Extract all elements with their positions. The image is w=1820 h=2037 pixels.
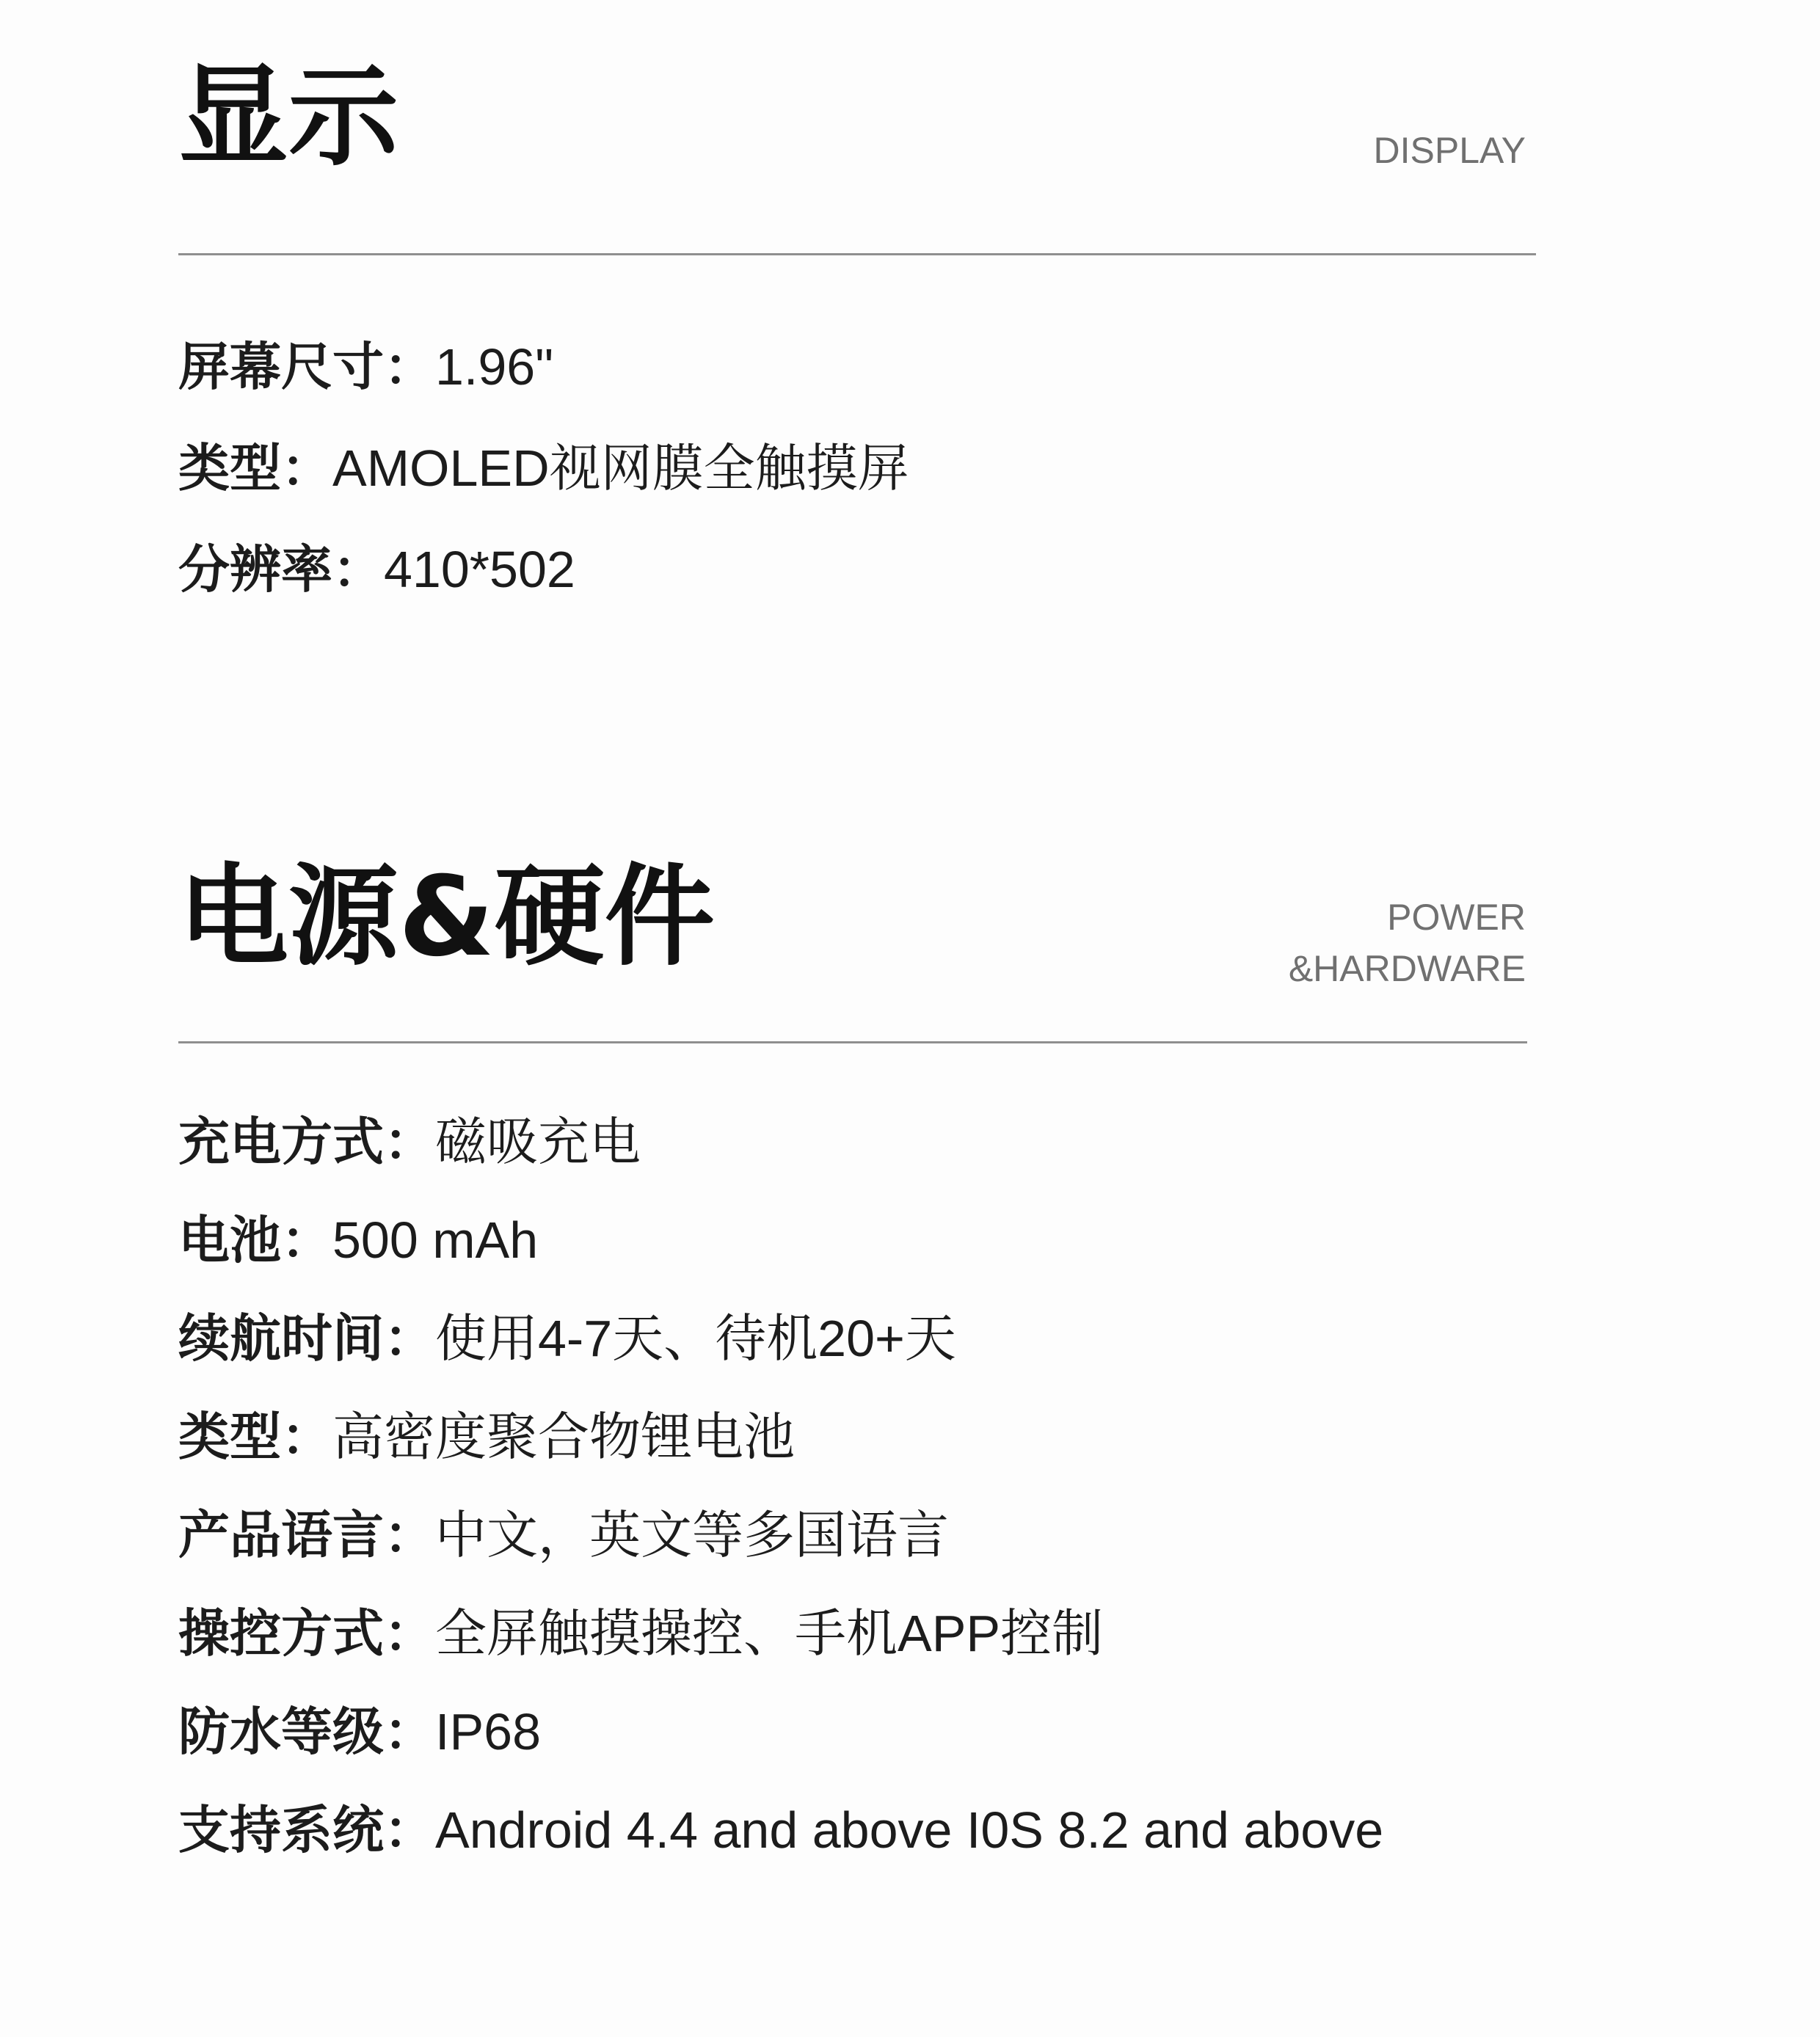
power-divider: [178, 1041, 1527, 1043]
display-spec-list: [178, 337, 909, 645]
power-spec-list: [178, 1112, 1384, 1903]
display-section-subtitle: [1374, 125, 1526, 176]
spec-label: 防水等级：: [178, 1702, 435, 1762]
spec-value: 使用4-7天、待机20+天: [435, 1310, 956, 1367]
spec-value: AMOLED视网膜全触摸屏: [332, 440, 909, 497]
spec-value: 高密度聚合物锂电池: [332, 1408, 795, 1465]
power-section-subtitle: [1289, 892, 1526, 994]
power-section-title: 电源&硬件: [178, 853, 715, 981]
spec-label: 电池：: [178, 1210, 332, 1270]
spec-label: 操控方式：: [178, 1603, 435, 1664]
spec-row-system: [178, 1800, 1384, 1860]
spec-row-screen-size: [178, 337, 909, 397]
spec-value: IP68: [435, 1703, 541, 1760]
spec-row-waterproof: [178, 1702, 1383, 1762]
power-subtitle-line-2: &HARDWARE: [1288, 948, 1526, 989]
spec-row-control: [178, 1603, 1383, 1664]
spec-label: 充电方式：: [178, 1112, 435, 1172]
power-subtitle-line-1: POWER: [1387, 897, 1526, 938]
spec-label: 续航时间：: [178, 1308, 435, 1369]
spec-row-language: [178, 1505, 1383, 1565]
spec-value: 磁吸充电: [435, 1113, 641, 1170]
display-divider: [178, 253, 1536, 255]
spec-label: 产品语言：: [178, 1505, 435, 1565]
spec-row-screen-type: [178, 438, 909, 498]
spec-label: 支持系统：: [178, 1800, 435, 1860]
spec-value: 410*502: [384, 541, 575, 598]
spec-value: 500 mAh: [332, 1211, 539, 1269]
spec-row-battery: [178, 1210, 1383, 1270]
spec-label: 类型：: [178, 1407, 332, 1467]
spec-row-charging: [178, 1112, 1383, 1172]
spec-label: 类型：: [178, 438, 332, 498]
spec-label: 分辨率：: [178, 539, 384, 600]
spec-label: 屏幕尺寸：: [178, 337, 435, 397]
spec-value: 中文，英文等多国语言: [435, 1506, 949, 1564]
spec-row-battery-life: [178, 1308, 1383, 1369]
spec-value: Android 4.4 and above I0S 8.2 and above: [435, 1801, 1384, 1859]
spec-row-battery-type: [178, 1407, 1383, 1467]
spec-row-resolution: [178, 539, 909, 600]
spec-value: 全屏触摸操控、手机APP控制: [435, 1605, 1104, 1662]
display-section-title: 显示: [178, 54, 399, 181]
spec-value: 1.96": [435, 338, 554, 396]
display-subtitle-line: DISPLAY: [1373, 130, 1526, 171]
